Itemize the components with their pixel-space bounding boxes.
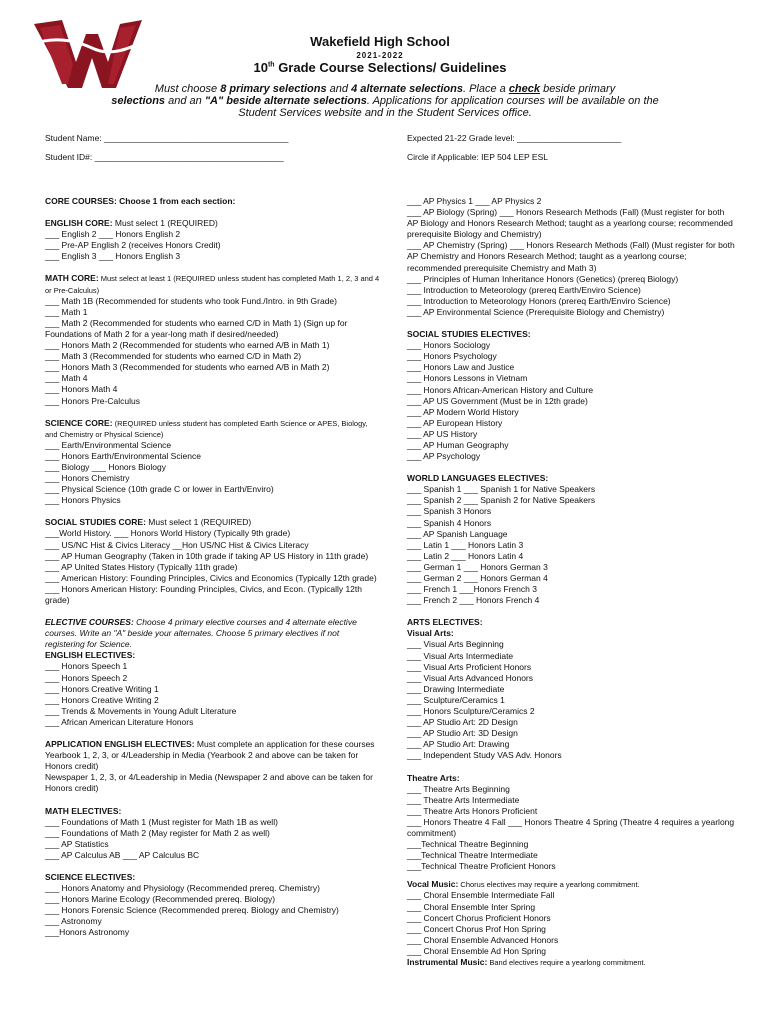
course-option[interactable]: ___ Math 1 xyxy=(45,306,88,317)
course-option[interactable]: ___ African American Literature Honors xyxy=(45,716,194,727)
course-option[interactable]: ___ Introduction to Meteorology Honors (prereq Earth/Enviro Science) xyxy=(407,295,671,306)
course-option[interactable]: ___ Earth/Environmental Science xyxy=(45,439,172,450)
course-option[interactable]: ___ Honors Math 2 (Recommended for students who earned A/B in Math 1) xyxy=(45,340,330,351)
course-option[interactable]: ___ Spanish 2 ___ Spanish 2 for Native Speakers xyxy=(407,495,596,506)
course-option[interactable]: ___ Honors Sociology xyxy=(407,340,491,351)
course-option[interactable]: ___ AP European History xyxy=(407,417,503,428)
course-option[interactable]: ___ Principles of Human Inheritance Honors (Genetics) (prereq Biology) xyxy=(407,273,679,284)
course-option[interactable]: ___ Theatre Arts Intermediate xyxy=(407,794,520,805)
course-option[interactable]: ___ Honors Forensic Science (Recommended prereq. Biology and Chemistry) xyxy=(45,905,339,916)
instructions: Must choose 8 primary selections and 4 alternate selections. Place a check beside primary selections and an "A" beside alternate selections. Applications for application courses will be available on the Student Services website and in the Student Services office. xyxy=(111,83,659,119)
course-option[interactable]: ___ Honors American History: Founding Principles, Civics, and Econ. (Typically 12th grade) xyxy=(45,583,363,605)
course-option[interactable]: Newspaper 1, 2, 3, or 4/Leadership in Media (Newspaper 2 and above can be taken for Honors credit) xyxy=(45,772,373,794)
course-option[interactable]: ___ Math 1B (Recommended for students who took Fund./Intro. in 9th Grade) xyxy=(45,295,337,306)
course-option[interactable]: ___ Spanish 1 ___ Spanish 1 for Native Speakers xyxy=(407,484,596,495)
circle-applicable-field[interactable]: Circle if Applicable: IEP 504 LEP ESL xyxy=(407,152,548,162)
course-option[interactable]: ___ AP Modern World History xyxy=(407,406,519,417)
course-option[interactable]: ___Technical Theatre Intermediate xyxy=(407,850,538,861)
world-languages-heading: WORLD LANGUAGES ELECTIVES: xyxy=(407,473,549,484)
course-option[interactable]: ___ English 3 ___ Honors English 3 xyxy=(45,251,181,262)
math-electives-heading: MATH ELECTIVES: xyxy=(45,805,122,816)
course-option[interactable]: ___ AP US History xyxy=(407,428,478,439)
course-option[interactable]: ___ Math 3 (Recommended for students who earned C/D in Math 2) xyxy=(45,351,302,362)
course-option[interactable]: ___ AP Studio Art: Drawing xyxy=(407,739,510,750)
expected-grade-field[interactable]: Expected 21-22 Grade level: ______________________ xyxy=(407,133,622,143)
course-option[interactable]: ___ Honors Speech 1 xyxy=(45,661,128,672)
course-option[interactable]: ___ Honors Math 3 (Recommended for students who earned A/B in Math 2) xyxy=(45,362,330,373)
application-english-heading: APPLICATION ENGLISH ELECTIVES: Must complete an application for these courses xyxy=(45,739,375,750)
math-core-heading: MATH CORE: Must select at least 1 (REQUIRED unless student has completed Math 1, 2, 3 and 4 or Pre-Calculus) xyxy=(45,273,380,295)
course-option[interactable]: ___ English 2 ___ Honors English 2 xyxy=(45,229,181,240)
science-electives-heading: SCIENCE ELECTIVES: xyxy=(45,871,136,882)
course-option[interactable]: ___ AP Psychology xyxy=(407,451,481,462)
course-option[interactable]: ___ AP Studio Art: 3D Design xyxy=(407,728,518,739)
course-option[interactable]: ___ AP Physics 1 ___ AP Physics 2 xyxy=(407,196,542,206)
course-option[interactable]: Yearbook 1, 2, 3, or 4/Leadership in Media (Yearbook 2 and above can be taken for Honors credit) xyxy=(45,750,359,772)
course-option[interactable]: ___ Honors Pre-Calculus xyxy=(45,395,140,406)
course-option[interactable]: ___ Latin 2 ___ Honors Latin 4 xyxy=(407,550,524,561)
school-year: 2021-2022 xyxy=(356,51,404,60)
course-option[interactable]: ___ Concert Chorus Prof Hon Spring xyxy=(407,923,546,934)
science-core-heading: SCIENCE CORE: (REQUIRED unless student has completed Earth Science or APES, Biology, and Chemistry or Physical Science) xyxy=(45,417,368,439)
course-option[interactable]: ___ Honors Anatomy and Physiology (Recommended prereq. Chemistry) xyxy=(45,883,320,894)
course-option[interactable]: ___ Choral Ensemble Ad Hon Spring xyxy=(407,945,546,956)
course-option[interactable]: ___ Honors Psychology xyxy=(407,351,497,362)
course-option[interactable]: ___ French 2 ___ Honors French 4 xyxy=(407,595,540,606)
course-option[interactable]: ___ AP Environmental Science (Prerequisite Biology and Chemistry) xyxy=(407,306,665,317)
course-option[interactable]: ___World History. ___ Honors World History (Typically 9th grade) xyxy=(45,528,291,539)
course-option[interactable]: ___ Drawing Intermediate xyxy=(407,683,505,694)
course-option[interactable]: ___ Honors Sculpture/Ceramics 2 xyxy=(407,706,535,717)
arts-electives-heading: ARTS ELECTIVES: xyxy=(407,617,483,628)
course-option[interactable]: ___ Spanish 4 Honors xyxy=(407,517,492,528)
course-option[interactable]: ___ Math 2 (Recommended for students who earned C/D in Math 1) (Sign up for Foundations of Math 2 for a year-long math if desired/needed) xyxy=(45,317,348,339)
course-option[interactable]: ___ Honors Lessons in Vietnam xyxy=(407,373,528,384)
instrumental-music-heading: Instrumental Music: Band electives require a yearlong commitment. xyxy=(407,957,646,967)
course-option[interactable]: ___ Honors Physics xyxy=(45,495,121,506)
course-option[interactable]: ___ Pre-AP English 2 (receives Honors Credit) xyxy=(45,240,221,251)
english-core-heading: ENGLISH CORE: Must select 1 (REQUIRED) xyxy=(45,218,218,229)
course-option[interactable]: ___ Theatre Arts Beginning xyxy=(407,783,510,794)
course-option[interactable]: ___ Honors African-American History and Culture xyxy=(407,384,594,395)
course-option[interactable]: ___ US/NC Hist & Civics Literacy __Hon US/NC Hist & Civics Literacy xyxy=(45,539,309,550)
course-option[interactable]: ___ AP Calculus AB ___ AP Calculus BC xyxy=(45,849,200,860)
course-option[interactable]: ___ French 1 ___Honors French 3 xyxy=(407,584,537,595)
vocal-music-heading: Vocal Music: Chorus electives may require a yearlong commitment. xyxy=(407,879,640,890)
course-option[interactable]: ___ Physical Science (10th grade C or lower in Earth/Enviro) xyxy=(45,484,274,495)
course-option[interactable]: ___ Foundations of Math 2 (May register for Math 2 as well) xyxy=(45,827,270,838)
course-option[interactable]: ___ AP Biology (Spring) ___ Honors Research Methods (Fall) (Must register for both AP Biology and Honors Research Method; taught as a yearlong course; recommended prerequisite Biology and Chemistry) xyxy=(407,207,733,240)
course-option[interactable]: ___ Latin 1 ___ Honors Latin 3 xyxy=(407,539,524,550)
page-title: 10th Grade Course Selections/ Guidelines xyxy=(253,60,507,75)
course-option[interactable]: ___Technical Theatre Beginning xyxy=(407,839,529,850)
course-option[interactable]: ___ Honors Math 4 xyxy=(45,384,118,395)
course-option[interactable]: ___ AP Spanish Language xyxy=(407,528,508,539)
course-option[interactable]: ___ Honors Theatre 4 Fall ___ Honors Theatre 4 Spring (Theatre 4 requires a yearlong commitment) xyxy=(407,816,735,838)
course-option[interactable]: ___ Choral Ensemble Inter Spring xyxy=(407,901,536,912)
course-option[interactable]: ___Honors Astronomy xyxy=(45,927,130,938)
course-option[interactable]: ___ AP Human Geography xyxy=(407,439,509,450)
core-courses-heading: CORE COURSES: Choose 1 from each section: xyxy=(45,196,236,206)
theatre-arts-heading: Theatre Arts: xyxy=(407,772,460,783)
course-option[interactable]: ___ Foundations of Math 1 (Must register for Math 1B as well) xyxy=(45,816,278,827)
course-option[interactable]: ___ Theatre Arts Honors Proficient xyxy=(407,805,538,816)
course-option[interactable]: ___ Biology ___ Honors Biology xyxy=(45,461,166,472)
visual-arts-heading: Visual Arts: xyxy=(407,628,454,639)
course-option[interactable]: ___ Concert Chorus Proficient Honors xyxy=(407,912,551,923)
course-option[interactable]: ___ AP Human Geography (Taken in 10th grade if taking AP US History in 11th grade) xyxy=(45,550,369,561)
course-option[interactable]: ___ Astronomy xyxy=(45,916,102,927)
social-studies-electives-heading: SOCIAL STUDIES ELECTIVES: xyxy=(407,329,531,340)
course-option[interactable]: ___ Visual Arts Intermediate xyxy=(407,650,514,661)
course-option[interactable]: ___ German 1 ___ Honors German 3 xyxy=(407,561,548,572)
course-option[interactable]: ___ Visual Arts Advanced Honors xyxy=(407,672,534,683)
course-option[interactable]: ___ Trends & Movements in Young Adult Literature xyxy=(45,705,237,716)
course-option[interactable]: ___ AP Studio Art: 2D Design xyxy=(407,717,518,728)
course-option[interactable]: ___ Honors Creative Writing 1 xyxy=(45,683,159,694)
course-option[interactable]: ___ AP US Government (Must be in 12th grade) xyxy=(407,395,588,406)
course-option[interactable]: ___ Honors Law and Justice xyxy=(407,362,515,373)
course-option[interactable]: ___ Spanish 3 Honors xyxy=(407,506,492,517)
course-option[interactable]: ___ German 2 ___ Honors German 4 xyxy=(407,573,548,583)
course-option[interactable]: ___ AP United States History (Typically 11th grade) xyxy=(45,561,238,572)
course-option[interactable]: ___ Honors Earth/Environmental Science xyxy=(45,450,201,461)
course-option[interactable]: ___Technical Theatre Proficient Honors xyxy=(407,861,556,872)
left-column xyxy=(45,196,380,939)
course-option[interactable]: ___ AP Chemistry (Spring) ___ Honors Research Methods (Fall) (Must register for both AP Chemistry and Honors Research Method; taught as a yearlong course; recommended prerequisite Chemistry and Math 3) xyxy=(407,240,735,273)
course-option[interactable]: ___ Honors Chemistry xyxy=(45,473,130,484)
english-electives-heading: ENGLISH ELECTIVES: xyxy=(45,650,136,661)
course-option[interactable]: ___ Visual Arts Beginning xyxy=(407,639,504,650)
elective-courses-heading: ELECTIVE COURSES: Choose 4 primary elective courses and 4 alternate elective courses. Write an "A" beside your alternates. Choose 5 primary electives if not registering for Science. xyxy=(45,617,357,650)
course-option[interactable]: ___ Honors Speech 2 xyxy=(45,672,128,683)
student-name-field[interactable]: Student Name: _______________________________________ xyxy=(45,133,289,143)
right-column xyxy=(407,196,737,968)
course-option[interactable]: ___ Visual Arts Proficient Honors xyxy=(407,661,532,672)
course-option[interactable]: ___ Honors Creative Writing 2 xyxy=(45,694,159,705)
course-option[interactable]: ___ Choral Ensemble Intermediate Fall xyxy=(407,890,555,901)
student-id-field[interactable]: Student ID#: ________________________________________ xyxy=(45,152,284,162)
social-studies-core-heading: SOCIAL STUDIES CORE: Must select 1 (REQUIRED) xyxy=(45,517,252,528)
course-option[interactable]: ___ Choral Ensemble Advanced Honors xyxy=(407,934,559,945)
course-option[interactable]: ___ Math 4 xyxy=(45,373,88,384)
course-option[interactable]: ___ Independent Study VAS Adv. Honors xyxy=(407,750,562,761)
course-option[interactable]: ___ American History: Founding Principles, Civics and Economics (Typically 12th grade) xyxy=(45,572,377,583)
school-name: Wakefield High School xyxy=(310,34,450,49)
course-option[interactable]: ___ AP Statistics xyxy=(45,838,109,849)
course-option[interactable]: ___ Honors Marine Ecology (Recommended prereq. Biology) xyxy=(45,894,276,905)
course-option[interactable]: ___ Sculpture/Ceramics 1 xyxy=(407,694,505,705)
course-option[interactable]: ___ Introduction to Meteorology (prereq Earth/Enviro Science) xyxy=(407,284,641,295)
